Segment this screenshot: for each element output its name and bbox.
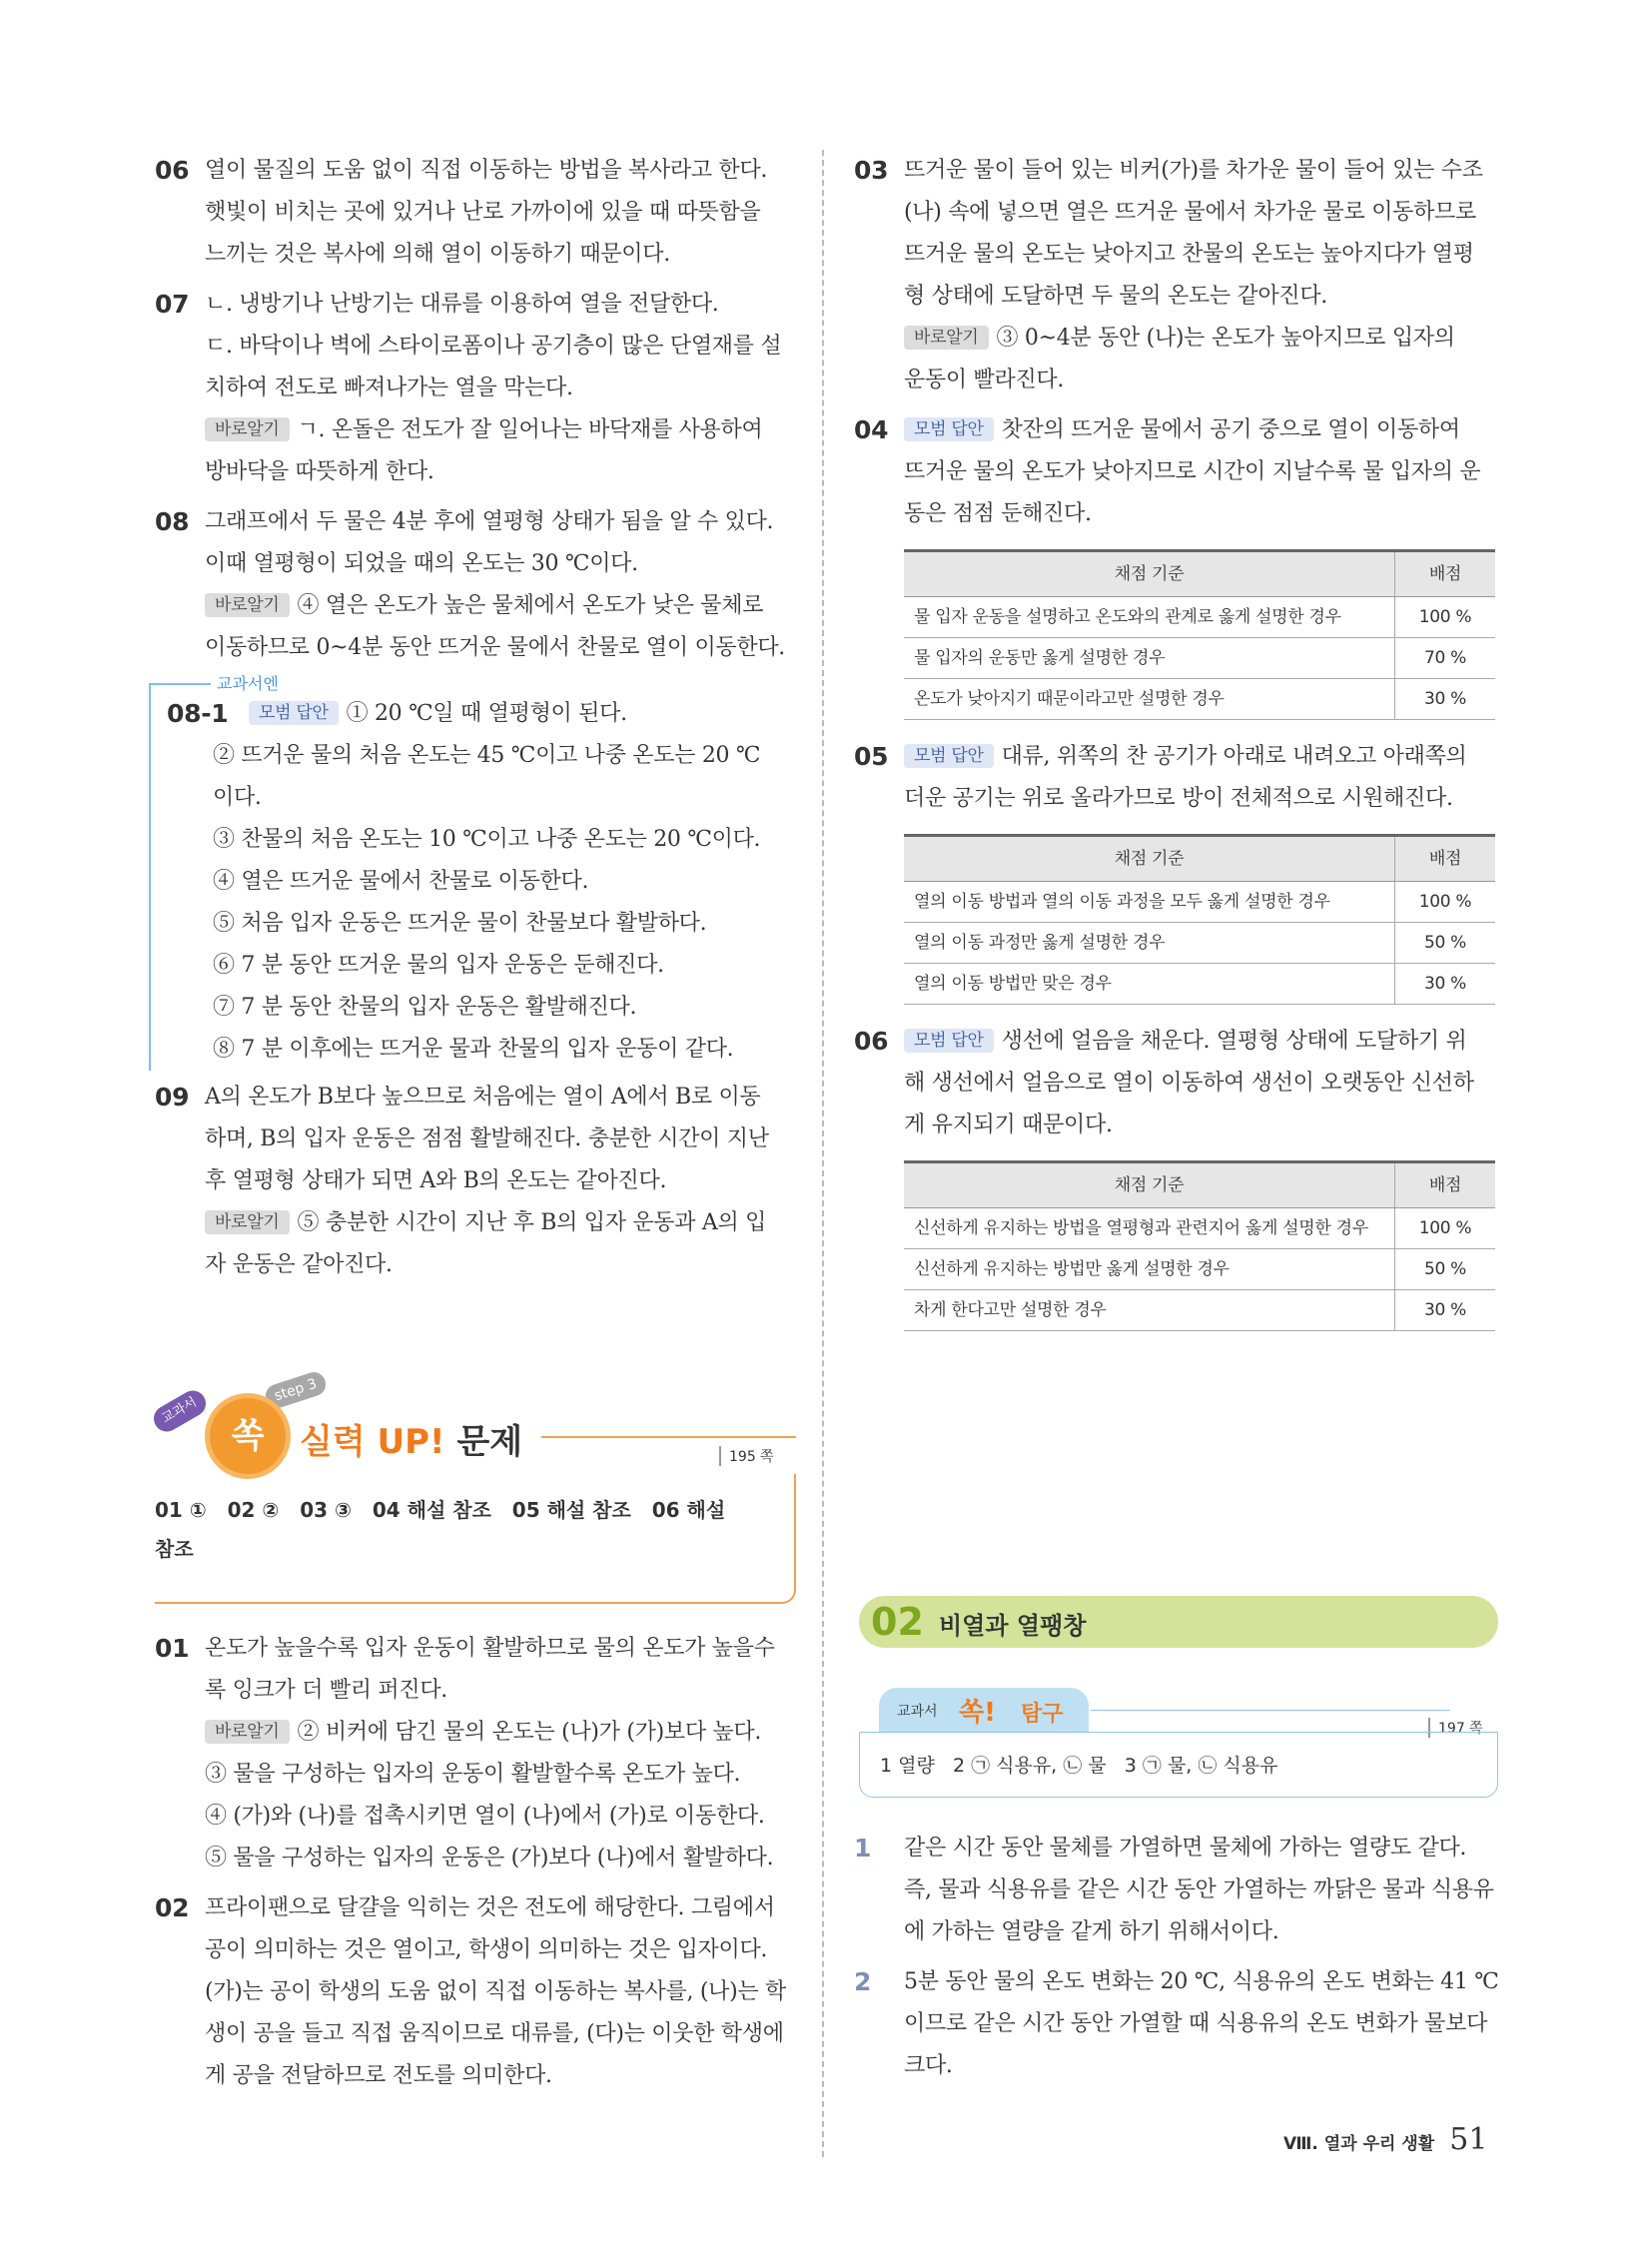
model-answer-tag: 모범 답안: [904, 417, 994, 441]
table-row: 온도가 낮아지기 때문이라고만 설명한 경우 30 %: [904, 679, 1495, 720]
answer-line: 해 생선에서 얼음으로 열이 이동하여 생선이 오랫동안 신선하: [904, 1071, 1474, 1096]
table-header: 채점 기준: [904, 1162, 1395, 1208]
answer-08-1: [157, 693, 794, 1071]
answer-line: 생선에 얼음을 채운다. 열평형 상태에 도달하기 위: [1001, 1029, 1467, 1054]
column-divider: [822, 150, 824, 2157]
question-number: 03: [854, 156, 889, 185]
explanation-2: [854, 1961, 1503, 2087]
answer-line: 에 가하는 열량을 같게 하기 위해서이다.: [904, 1919, 1279, 1944]
table-header: 배점: [1395, 1162, 1496, 1208]
explanation-1: [854, 1828, 1503, 1953]
left-column: [155, 150, 794, 1294]
answer-line: 5분 동안 물의 온도 변화는 20 ℃, 식용유의 온도 변화는 41 ℃: [904, 1969, 1499, 1994]
answer-line: 프라이팬으로 달걀을 익히는 것은 전도에 해당한다. 그림에서: [205, 1895, 775, 1920]
correction-text: 운동이 빨라진다.: [904, 368, 1065, 392]
question-number: 2: [854, 1967, 872, 1996]
answer-04: [854, 409, 1503, 720]
answers-box: [155, 1474, 796, 1604]
inquiry-box: [859, 1688, 1498, 1798]
answer-line: A의 온도가 B보다 높으므로 처음에는 열이 A에서 B로 이동: [205, 1085, 761, 1110]
question-number: 04: [854, 415, 889, 444]
table-row: 열의 이동 방법만 맞은 경우 30 %: [904, 964, 1495, 1005]
answer-line: 뜨거운 물의 온도가 낮아지므로 시간이 지날수록 물 입자의 운: [904, 459, 1481, 484]
correction-text: 자 운동은 같아진다.: [205, 1252, 393, 1277]
answer-line: 이므로 같은 시간 동안 가열할 때 식용유의 온도 변화가 물보다: [904, 2011, 1488, 2036]
table-row: 물 입자의 운동만 옳게 설명한 경우 70 %: [904, 638, 1495, 679]
correction-tag: 바로알기: [205, 417, 290, 441]
correction-tag: 바로알기: [205, 1210, 290, 1234]
section-header: [859, 1596, 1498, 1648]
answer-line: 즉, 물과 식용유를 같은 시간 동안 가열하는 까닭은 물과 식용유: [904, 1877, 1494, 1902]
step-answer-01: [155, 1628, 794, 1879]
grading-table: [904, 1160, 1495, 1331]
answer-07: [155, 284, 794, 493]
answer-line: 후 열평형 상태가 되면 A와 B의 온도는 같아진다.: [205, 1168, 667, 1193]
answer-line: 뜨거운 물의 온도는 낮아지고 찬물의 온도는 높아지다가 열평: [904, 242, 1474, 267]
answer-line: 찻잔의 뜨거운 물에서 공기 중으로 열이 이동하여: [1001, 417, 1460, 442]
correction-text: ③ 물을 구성하는 입자의 운동이 활발할수록 온도가 높다.: [205, 1762, 741, 1787]
answer-line: ⑦ 7 분 동안 찬물의 입자 운동은 활발해진다.: [213, 995, 637, 1020]
question-number: 09: [155, 1083, 190, 1112]
answer-06: [155, 150, 794, 276]
question-number: 08: [155, 507, 190, 536]
question-number: 05: [854, 742, 889, 771]
page-footer: [1283, 2122, 1487, 2157]
answer-line: 크다.: [904, 2053, 953, 2078]
answer-line: 느끼는 것은 복사에 의해 열이 이동하기 때문이다.: [205, 242, 670, 267]
answer-line: 열이 물질의 도움 없이 직접 이동하는 방법을 복사라고 한다.: [205, 158, 768, 183]
table-row: 신선하게 유지하는 방법만 옳게 설명한 경우 50 %: [904, 1249, 1495, 1290]
answer-line: ⑤ 처음 입자 운동은 뜨거운 물이 찬물보다 활발하다.: [213, 911, 707, 936]
question-number: 08-1: [167, 699, 229, 728]
ssok-gear-icon: 쏙: [210, 1398, 286, 1474]
left-column-lower: [155, 1628, 794, 2105]
answer-line: 동은 점점 둔해진다.: [904, 501, 1092, 526]
correction-tag: 바로알기: [904, 326, 989, 350]
page-ref: 195 쪽: [719, 1446, 774, 1466]
section-title: 비열과 열팽창: [939, 1612, 1087, 1640]
section-title: 실력 UP! 문제: [300, 1422, 523, 1462]
answer-line: (나) 속에 넣으면 열은 뜨거운 물에서 차가운 물로 이동하므로: [904, 200, 1476, 225]
answer-line: 햇빛이 비치는 곳에 있거나 난로 가까이에 있을 때 따뜻함을: [205, 200, 761, 225]
answer-line: ⑥ 7 분 동안 뜨거운 물의 입자 운동은 둔해진다.: [213, 953, 664, 978]
table-header: 채점 기준: [904, 836, 1395, 882]
grading-table: [904, 834, 1495, 1005]
table-row: 신선하게 유지하는 방법을 열평형과 관련지어 옳게 설명한 경우 100 %: [904, 1208, 1495, 1249]
question-number: 07: [155, 290, 190, 319]
answer-line: (가)는 공이 학생의 도움 없이 직접 이동하는 복사를, (나)는 학: [205, 1979, 786, 2004]
table-header: 채점 기준: [904, 551, 1395, 597]
section-number: 02: [871, 1600, 924, 1644]
answer-line: 생이 공을 들고 직접 움직이므로 대류를, (다)는 이웃한 학생에: [205, 2021, 784, 2046]
table-header: 배점: [1395, 551, 1496, 597]
question-number: 06: [854, 1027, 889, 1056]
answer-line: 뜨거운 물이 들어 있는 비커(가)를 차가운 물이 들어 있는 수조: [904, 158, 1483, 183]
answer-line: ㄴ. 냉방기나 난방기는 대류를 이용하여 열을 전달한다.: [205, 292, 719, 317]
table-header: 배점: [1395, 836, 1496, 882]
step-badge: step 3: [263, 1369, 329, 1411]
question-number: 06: [155, 156, 190, 185]
correction-text: ③ 0~4분 동안 (나)는 온도가 높아지므로 입자의: [996, 326, 1455, 351]
question-number: 1: [854, 1834, 872, 1863]
correction-text: ② 비커에 담긴 물의 온도는 (나)가 (가)보다 높다.: [297, 1720, 762, 1745]
answer-09: [155, 1077, 794, 1286]
model-answer-tag: 모범 답안: [904, 1029, 994, 1053]
answer-line: 대류, 위쪽의 찬 공기가 아래로 내려오고 아래쪽의: [1001, 744, 1467, 769]
table-row: 열의 이동 방법과 열의 이동 과정을 모두 옳게 설명한 경우 100 %: [904, 882, 1495, 923]
correction-tag: 바로알기: [205, 593, 290, 617]
correction-text: ⑤ 충분한 시간이 지난 후 B의 입자 운동과 A의 입: [297, 1210, 767, 1235]
right-column: [854, 150, 1503, 1347]
correction-text: ④ 열은 온도가 높은 물체에서 온도가 낮은 물체로: [297, 593, 764, 618]
page-ref: 197 쪽: [1428, 1718, 1483, 1738]
answer-line: ⑧ 7 분 이후에는 뜨거운 물과 찬물의 입자 운동이 같다.: [213, 1037, 734, 1062]
textbook-box: [149, 674, 794, 1071]
answer-line: ③ 찬물의 처음 온도는 10 ℃이고 나중 온도는 20 ℃이다.: [213, 827, 761, 852]
step-answer-02: [155, 1887, 794, 2097]
table-row: 차게 한다고만 설명한 경우 30 %: [904, 1290, 1495, 1331]
answer-line: ④ 열은 뜨거운 물에서 찬물로 이동한다.: [213, 869, 589, 894]
correction-text: ㄱ. 온돌은 전도가 잘 일어나는 바닥재를 사용하여: [297, 417, 763, 442]
inquiry-explanations: [854, 1828, 1503, 2095]
chapter-label: Ⅷ. 열과 우리 생활: [1283, 2134, 1435, 2154]
answer-line: 그래프에서 두 물은 4분 후에 열평형 상태가 됨을 알 수 있다.: [205, 509, 774, 534]
answer-line: 온도가 높을수록 입자 운동이 활발하므로 물의 온도가 높을수: [205, 1636, 775, 1661]
table-row: 물 입자 운동을 설명하고 온도와의 관계로 옳게 설명한 경우 100 %: [904, 597, 1495, 638]
answer-line: ㄷ. 바닥이나 벽에 스타이로폼이나 공기층이 많은 단열재를 설: [205, 334, 782, 359]
answer-line: 형 상태에 도달하면 두 물의 온도는 같아진다.: [904, 284, 1327, 309]
answer-line: ① 20 ℃일 때 열평형이 된다.: [346, 701, 627, 726]
table-row: 열의 이동 과정만 옳게 설명한 경우 50 %: [904, 923, 1495, 964]
correction-tag: 바로알기: [205, 1720, 290, 1744]
question-number: 01: [155, 1634, 190, 1663]
answer-line: 록 잉크가 더 빨리 퍼진다.: [205, 1678, 447, 1703]
answers-line: 참조: [155, 1537, 194, 1561]
correction-text: 방바닥을 따뜻하게 한다.: [205, 459, 434, 484]
answer-line: 치하여 전도로 빠져나가는 열을 막는다.: [205, 375, 573, 400]
answer-05: [854, 736, 1503, 1005]
answer-line: 같은 시간 동안 물체를 가열하면 물체에 가하는 열량도 같다.: [904, 1836, 1467, 1861]
answer-line: 게 유지되기 때문이다.: [904, 1113, 1113, 1137]
answer-line: 하며, B의 입자 운동은 점점 활발해진다. 충분한 시간이 지난: [205, 1126, 769, 1151]
answer-08: [155, 501, 794, 669]
page-number: 51: [1449, 2122, 1488, 2157]
answer-line: 더운 공기는 위로 올라가므로 방이 전체적으로 시원해진다.: [904, 786, 1453, 811]
answer-line: 이다.: [213, 785, 262, 810]
textbook-badge: 교과서: [149, 1386, 210, 1437]
model-answer-tag: 모범 답안: [249, 701, 339, 725]
answers-line: 01 ① 02 ② 03 ③ 04 해설 참조 05 해설 참조 06 해설: [155, 1498, 726, 1522]
answer-06-right: [854, 1021, 1503, 1331]
model-answer-tag: 모범 답안: [904, 744, 994, 768]
answer-line: ② 뜨거운 물의 처음 온도는 45 ℃이고 나중 온도는 20 ℃: [213, 743, 761, 768]
step3-header: [150, 1375, 799, 1618]
textbook-label: 교과서엔: [211, 671, 285, 694]
correction-text: ④ (가)와 (나)를 접촉시키면 열이 (나)에서 (가)로 이동한다.: [205, 1804, 765, 1829]
answer-line: 공이 의미하는 것은 열이고, 학생이 의미하는 것은 입자이다.: [205, 1937, 768, 1962]
answer-line: 게 공을 전달하므로 전도를 의미한다.: [205, 2063, 552, 2088]
answer-line: 이때 열평형이 되었을 때의 온도는 30 ℃이다.: [205, 551, 638, 576]
correction-text: ⑤ 물을 구성하는 입자의 운동은 (가)보다 (나)에서 활발하다.: [205, 1846, 774, 1870]
question-number: 02: [155, 1893, 190, 1922]
answer-03: [854, 150, 1503, 401]
inquiry-tab: 교과서 쏙! 탐구: [879, 1688, 1089, 1732]
grading-table: [904, 549, 1495, 720]
inquiry-answers: 1 열량 2 ㉠ 식용유, ㉡ 물 3 ㉠ 물, ㉡ 식용유: [859, 1732, 1498, 1798]
correction-text: 이동하므로 0~4분 동안 뜨거운 물에서 찬물로 열이 이동한다.: [205, 635, 785, 660]
